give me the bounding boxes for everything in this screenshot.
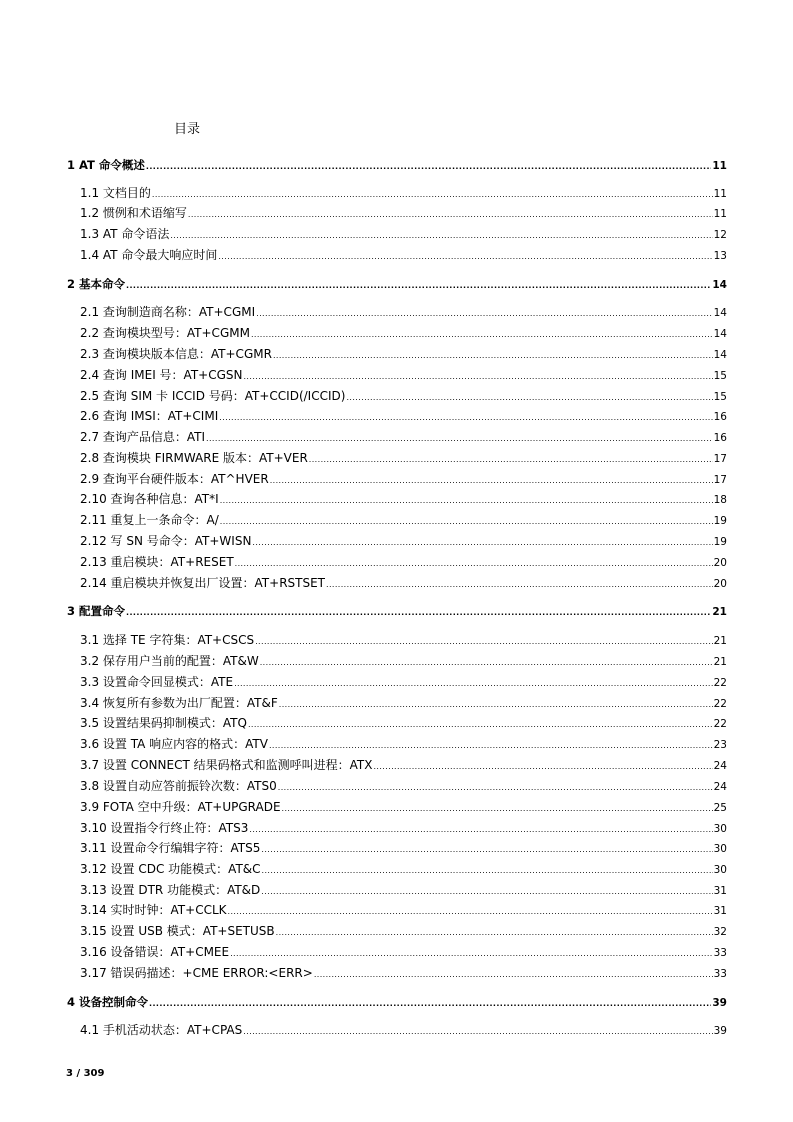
toc-entry-page-number: 19 — [713, 536, 727, 548]
toc-section-entry[interactable] — [80, 965, 727, 981]
toc-entry-label: 3.17 错误码描述：+CME ERROR:<ERR> — [80, 966, 313, 980]
toc-entry-label: 3.5 设置结果码抑制模式：ATQ — [80, 716, 247, 730]
toc-section-entry[interactable] — [80, 695, 727, 711]
toc-entry-label: 2.12 写 SN 号命令：AT+WISN — [80, 534, 252, 548]
toc-entry-label: 4.1 手机活动状态：AT+CPAS — [80, 1023, 243, 1037]
toc-leader-dots — [235, 556, 713, 572]
toc-entry-page-number: 33 — [713, 968, 727, 980]
toc-entry-label: 3.2 保存用户当前的配置：AT&W — [80, 654, 259, 668]
toc-section-entry[interactable] — [80, 471, 727, 487]
toc-leader-dots — [309, 452, 713, 468]
toc-entry-page-number: 19 — [713, 515, 727, 527]
toc-leader-dots — [243, 1024, 712, 1040]
toc-leader-dots — [228, 904, 713, 920]
toc-leader-dots — [261, 842, 712, 858]
toc-leader-dots — [230, 946, 713, 962]
toc-section-entry[interactable] — [80, 1022, 727, 1038]
toc-section-entry[interactable] — [80, 367, 727, 383]
toc-entry-page-number: 12 — [713, 229, 727, 241]
toc-leader-dots — [188, 207, 713, 223]
toc-entry-page-number: 18 — [713, 494, 727, 506]
toc-entry-label: 4 设备控制命令 — [67, 995, 149, 1009]
toc-entry-page-number: 39 — [712, 997, 727, 1009]
toc-section-entry[interactable] — [80, 861, 727, 877]
toc-entry-page-number: 14 — [713, 349, 727, 361]
toc-entry-page-number: 20 — [713, 557, 727, 569]
toc-section-entry[interactable] — [80, 632, 727, 648]
toc-entry-label: 3.16 设备错误：AT+CMEE — [80, 945, 230, 959]
toc-section-entry[interactable] — [80, 902, 727, 918]
toc-leader-dots — [149, 996, 711, 1012]
toc-entry-label: 3.11 设置命令行编辑字符：ATS5 — [80, 841, 261, 855]
toc-section-entry[interactable] — [80, 325, 727, 341]
toc-section-entry[interactable] — [80, 429, 727, 445]
toc-leader-dots — [126, 278, 711, 294]
toc-leader-dots — [269, 738, 713, 754]
toc-section-entry[interactable] — [80, 736, 727, 752]
toc-entry-label: 3.6 设置 TA 响应内容的格式：ATV — [80, 737, 268, 751]
toc-leader-dots — [346, 390, 712, 406]
toc-entry-label: 2.4 查询 IMEI 号：AT+CGSN — [80, 368, 243, 382]
toc-leader-dots — [220, 514, 713, 530]
toc-entry-page-number: 14 — [712, 279, 727, 291]
toc-entry-page-number: 17 — [713, 453, 727, 465]
toc-entry-page-number: 11 — [712, 160, 727, 172]
toc-leader-dots — [152, 187, 713, 203]
toc-leader-dots — [219, 410, 712, 426]
toc-section-entry[interactable] — [80, 304, 727, 320]
toc-entry-page-number: 14 — [713, 328, 727, 340]
toc-entry-label: 3.13 设置 DTR 功能模式：AT&D — [80, 883, 261, 897]
toc-section-entry[interactable] — [80, 512, 727, 528]
toc-chapter-entry[interactable] — [67, 994, 727, 1010]
toc-entry-page-number: 16 — [713, 432, 727, 444]
toc-entry-page-number: 16 — [713, 411, 727, 423]
toc-entry-page-number: 32 — [713, 926, 727, 938]
toc-entry-label: 2 基本命令 — [67, 277, 126, 291]
toc-section-entry[interactable] — [80, 923, 727, 939]
page-number: 3 / 309 — [66, 1068, 105, 1079]
toc-entry-page-number: 33 — [713, 947, 727, 959]
toc-leader-dots — [270, 473, 713, 489]
toc-entry-label: 2.11 重复上一条命令：A/ — [80, 513, 219, 527]
toc-entry-label: 1.3 AT 命令语法 — [80, 227, 170, 241]
toc-entry-label: 1 AT 命令概述 — [67, 158, 145, 172]
toc-section-entry[interactable] — [80, 247, 727, 263]
toc-entry-page-number: 31 — [713, 885, 727, 897]
toc-entry-page-number: 11 — [713, 208, 727, 220]
toc-section-entry[interactable] — [80, 491, 727, 507]
toc-leader-dots — [218, 249, 712, 265]
toc-section-entry[interactable] — [80, 778, 727, 794]
toc-leader-dots — [256, 306, 712, 322]
toc-entry-page-number: 17 — [713, 474, 727, 486]
toc-section-entry[interactable] — [80, 450, 727, 466]
toc-entry-page-number: 25 — [713, 802, 727, 814]
toc-leader-dots — [282, 801, 713, 817]
toc-entry-label: 1.4 AT 命令最大响应时间 — [80, 248, 218, 262]
toc-entry-page-number: 30 — [713, 843, 727, 855]
toc-entry-label: 3.7 设置 CONNECT 结果码格式和监测呼叫进程：ATX — [80, 758, 373, 772]
toc-entry-label: 2.9 查询平台硬件版本：AT^HVER — [80, 472, 269, 486]
toc-entry-label: 3.9 FOTA 空中升级：AT+UPGRADE — [80, 800, 281, 814]
toc-entry-label: 1.1 文档目的 — [80, 186, 151, 200]
toc-entry-label: 2.1 查询制造商名称：AT+CGMI — [80, 305, 256, 319]
toc-section-entry[interactable] — [80, 757, 727, 773]
toc-section-entry[interactable] — [80, 226, 727, 242]
toc-entry-page-number: 24 — [713, 760, 727, 772]
toc-entry-page-number: 21 — [712, 606, 727, 618]
toc-section-entry[interactable] — [80, 840, 727, 856]
toc-leader-dots — [262, 863, 713, 879]
toc-section-entry[interactable] — [80, 575, 727, 591]
toc-entry-label: 2.5 查询 SIM 卡 ICCID 号码：AT+CCID(/ICCID) — [80, 389, 346, 403]
toc-leader-dots — [126, 605, 711, 621]
toc-leader-dots — [251, 327, 713, 343]
toc-leader-dots — [261, 884, 712, 900]
toc-section-entry[interactable] — [80, 533, 727, 549]
toc-section-entry[interactable] — [80, 674, 727, 690]
toc-entry-label: 3.12 设置 CDC 功能模式：AT&C — [80, 862, 261, 876]
toc-entry-label: 2.2 查询模块型号：AT+CGMM — [80, 326, 250, 340]
toc-section-entry[interactable] — [80, 944, 727, 960]
toc-entry-page-number: 30 — [713, 864, 727, 876]
toc-entry-page-number: 11 — [713, 188, 727, 200]
toc-entry-page-number: 15 — [713, 391, 727, 403]
toc-entry-page-number: 31 — [713, 905, 727, 917]
toc-entry-page-number: 22 — [713, 677, 727, 689]
toc-section-entry[interactable] — [80, 653, 727, 669]
toc-section-entry[interactable] — [80, 205, 727, 221]
toc-entry-label: 2.14 重启模块并恢复出厂设置：AT+RSTSET — [80, 576, 326, 590]
toc-entry-page-number: 14 — [713, 307, 727, 319]
toc-section-entry[interactable] — [80, 715, 727, 731]
toc-section-entry[interactable] — [80, 388, 727, 404]
toc-section-entry[interactable] — [80, 408, 727, 424]
toc-entry-label: 2.7 查询产品信息：ATI — [80, 430, 206, 444]
toc-entry-page-number: 23 — [713, 739, 727, 751]
toc-leader-dots — [252, 535, 712, 551]
toc-entry-page-number: 24 — [713, 781, 727, 793]
toc-leader-dots — [260, 655, 713, 671]
toc-entry-page-number: 22 — [713, 718, 727, 730]
toc-leader-dots — [326, 577, 713, 593]
toc-section-entry[interactable] — [80, 346, 727, 362]
toc-leader-dots — [220, 493, 713, 509]
toc-entry-page-number: 22 — [713, 698, 727, 710]
toc-section-entry[interactable] — [80, 882, 727, 898]
toc-section-entry[interactable] — [80, 799, 727, 815]
toc-entry-label: 3.15 设置 USB 模式：AT+SETUSB — [80, 924, 275, 938]
toc-entry-page-number: 15 — [713, 370, 727, 382]
toc-entry-label: 3.3 设置命令回显模式：ATE — [80, 675, 234, 689]
toc-entry-page-number: 39 — [713, 1025, 727, 1037]
toc-leader-dots — [170, 228, 712, 244]
toc-entry-page-number: 30 — [713, 823, 727, 835]
toc-chapter-entry[interactable] — [67, 276, 727, 292]
toc-leader-dots — [373, 759, 712, 775]
toc-entry-label: 3 配置命令 — [67, 604, 126, 618]
toc-section-entry[interactable] — [80, 185, 727, 201]
toc-leader-dots — [234, 676, 713, 692]
toc-entry-label: 2.13 重启模块：AT+RESET — [80, 555, 234, 569]
toc-chapter-entry[interactable] — [67, 157, 727, 173]
toc-leader-dots — [314, 967, 713, 983]
toc-leader-dots — [248, 717, 713, 733]
toc-entry-page-number: 20 — [713, 578, 727, 590]
toc-leader-dots — [249, 822, 712, 838]
toc-entry-page-number: 21 — [713, 635, 727, 647]
toc-section-entry[interactable] — [80, 554, 727, 570]
toc-leader-dots — [273, 348, 713, 364]
toc-entry-page-number: 21 — [713, 656, 727, 668]
toc-leader-dots — [255, 634, 713, 650]
toc-leader-dots — [279, 697, 713, 713]
toc-entry-label: 2.6 查询 IMSI：AT+CIMI — [80, 409, 219, 423]
toc-entry-label: 3.1 选择 TE 字符集：AT+CSCS — [80, 633, 255, 647]
toc-leader-dots — [243, 369, 712, 385]
toc-entry-label: 2.8 查询模块 FIRMWARE 版本：AT+VER — [80, 451, 308, 465]
toc-entry-label: 1.2 惯例和术语缩写 — [80, 206, 187, 220]
toc-entry-label: 3.8 设置自动应答前振铃次数：ATS0 — [80, 779, 277, 793]
toc-entry-label: 2.10 查询各种信息：AT*I — [80, 492, 219, 506]
toc-section-entry[interactable] — [80, 820, 727, 836]
toc-leader-dots — [206, 431, 713, 447]
toc-leader-dots — [278, 780, 713, 796]
toc-entry-label: 2.3 查询模块版本信息：AT+CGMR — [80, 347, 272, 361]
toc-leader-dots — [146, 159, 712, 175]
toc-entry-label: 3.10 设置指令行终止符：ATS3 — [80, 821, 249, 835]
toc-entry-label: 3.14 实时时钟：AT+CCLK — [80, 903, 227, 917]
toc-entry-page-number: 13 — [713, 250, 727, 262]
toc-entry-label: 3.4 恢复所有参数为出厂配置：AT&F — [80, 696, 278, 710]
toc-title: 目录 — [174, 122, 201, 137]
toc-leader-dots — [276, 925, 713, 941]
toc-chapter-entry[interactable] — [67, 603, 727, 619]
